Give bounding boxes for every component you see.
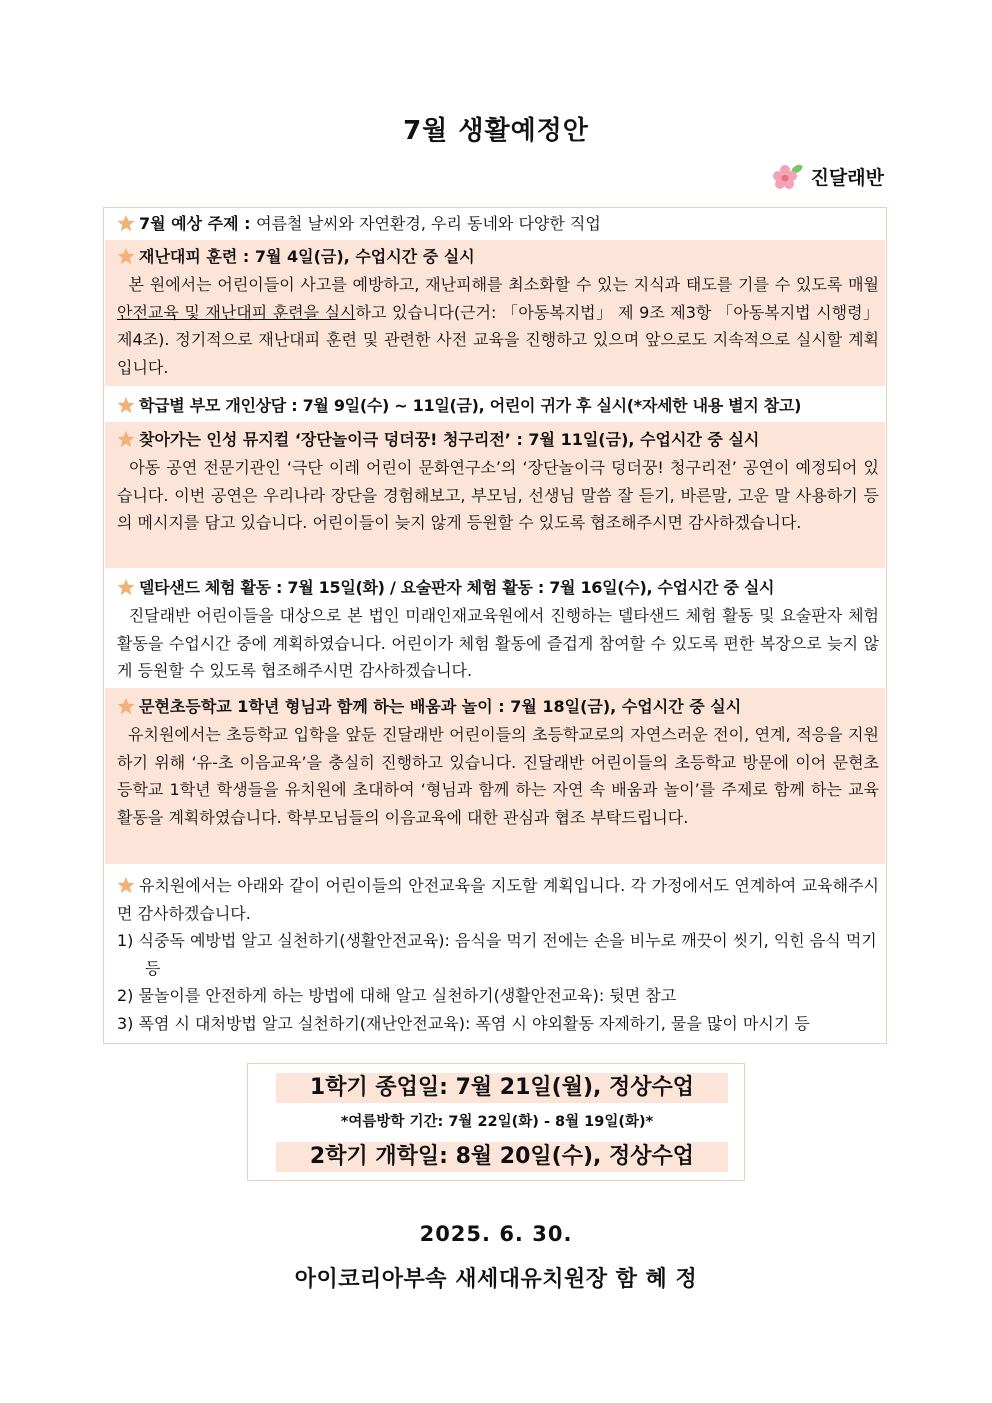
- star-icon: [117, 214, 135, 232]
- flower-icon: [771, 162, 805, 190]
- star-icon: [117, 430, 135, 448]
- school-heading: 문현초등학교 1학년 형님과 함께 하는 배움과 놀이 : 7월 18일(금), 수업시간 중 실시: [139, 697, 742, 716]
- list-item: 3) 폭염 시 대처방법 알고 실천하기(재난안전교육): 폭염 시 야외활동 자제하기, 물을 많이 마시기 등: [117, 1013, 810, 1033]
- school-section: [105, 688, 885, 864]
- theme-label: 7월 예상 주제 :: [139, 214, 251, 233]
- consult-heading: 학급별 부모 개인상담 : 7월 9일(수) ~ 11일(금), 어린이 귀가 후 실시(*자세한 내용 별지 참고): [139, 396, 802, 415]
- signature: 아이코리아부속 새세대유치원장 함 혜 정: [294, 1267, 698, 1292]
- delta-section: [105, 572, 885, 686]
- theme-text: 여름철 날씨와 자연환경, 우리 동네와 다양한 직업: [256, 214, 601, 233]
- consult-section: [105, 390, 885, 422]
- list-item: 1) 식중독 예방법 알고 실천하기(생활안전교육): 음식을 먹기 전에는 손을 비누로 깨끗이 씻기, 익힌 음식 먹기 등: [117, 931, 877, 978]
- safety-section: [105, 872, 885, 1040]
- vacation-period: *여름방학 기간: 7월 22일(화) - 8월 19일(화)*: [340, 1114, 654, 1130]
- safety-list: [117, 927, 879, 1037]
- star-icon: [117, 396, 135, 414]
- notice-frame: [103, 207, 887, 1044]
- semester-start: 2학기 개학일: 8월 20일(수), 정상수업: [276, 1142, 728, 1172]
- safety-intro: 유치원에서는 아래와 같이 어린이들의 안전교육을 지도할 계획입니다. 각 가정에서도 연계하여 교육해주시면 감사하겠습니다.: [117, 876, 879, 923]
- page-title: 7월 생활예정안: [403, 116, 589, 146]
- musical-section: [105, 422, 885, 568]
- school-body: 유치원에서는 초등학교 입학을 앞둔 진달래반 어린이들의 초등학교로의 자연스러운 전이, 연계, 적응을 지원하기 위해 ‘유-초 이음교육’을 충실히 진행하고 있습니다. 진달래반 어린이들의 초등학교 방문에 이어 문현초등학교 1학년 학생들을 유치원에 초대하여 ‘형님과 함께 하는 자연 속 배움과 놀이’를 주제로 함께 하는 교육 활동을 계획하였습니다. 학부모님들의 이음교육에 대한 관심과 협조 부탁드립니다.: [117, 725, 880, 827]
- semester-box: [247, 1063, 745, 1181]
- list-item: 2) 물놀이를 안전하게 하는 방법에 대해 알고 실천하기(생활안전교육): 뒷면 참고: [117, 986, 677, 1005]
- star-icon: [117, 697, 135, 715]
- theme-section: [105, 210, 885, 240]
- drill-heading: 재난대피 훈련 : 7월 4일(금), 수업시간 중 실시: [139, 247, 475, 266]
- class-name-label: [771, 162, 884, 190]
- semester-end: 1학기 종업일: 7월 21일(월), 정상수업: [276, 1073, 728, 1103]
- star-icon: [117, 578, 135, 596]
- class-name: 진달래반: [810, 166, 884, 189]
- drill-body: 본 원에서는 어린이들이 사고를 예방하고, 재난피해를 최소화할 수 있는 지식과 태도를 기를 수 있도록 매월 안전교육 및 재난대피 훈련을 실시하고 있습니다(근거: 「아동복지법」 제 9조 제3항 「아동복지법 시행령」 제4조). 정기적으로 재난대피 훈련 및 관련한 사전 교육을 진행하고 있으며 앞으로도 지속적으로 실시할 계획입니다.: [117, 275, 880, 377]
- drill-underline: 안전교육 및 재난대피 훈련을 실시: [117, 302, 356, 322]
- drill-section: [105, 240, 885, 386]
- star-icon: [117, 247, 135, 265]
- delta-body: 진달래반 어린이들을 대상으로 본 법인 미래인재교육원에서 진행하는 델타샌드 체험 활동 및 요술판자 체험 활동을 수업시간 중에 계획하였습니다. 어린이가 체험 활동에 즐겁게 참여할 수 있도록 편한 복장으로 늦지 않게 등원할 수 있도록 협조해주시면 감사하겠습니다.: [117, 606, 879, 680]
- musical-heading: 찾아가는 인성 뮤지컬 ‘장단놀이극 덩더꿍! 청구리전’ : 7월 11일(금), 수업시간 중 실시: [139, 430, 760, 449]
- delta-heading: 델타샌드 체험 활동 : 7월 15일(화) / 요술판자 체험 활동 : 7월 16일(수), 수업시간 중 실시: [139, 578, 775, 597]
- musical-body: 아동 공연 전문기관인 ‘극단 이레 어린이 문화연구소’의 ‘장단놀이극 덩더꿍! 청구리전’ 공연이 예정되어 있습니다. 이번 공연은 우리나라 장단을 경험해보고, 부모님, 선생님 말씀 잘 듣기, 바른말, 고운 말 사용하기 등의 메시지를 담고 있습니다. 어린이들이 늦지 않게 등원할 수 있도록 협조해주시면 감사하겠습니다.: [117, 458, 879, 532]
- issue-date: 2025. 6. 30.: [419, 1222, 573, 1246]
- star-icon: [117, 876, 135, 894]
